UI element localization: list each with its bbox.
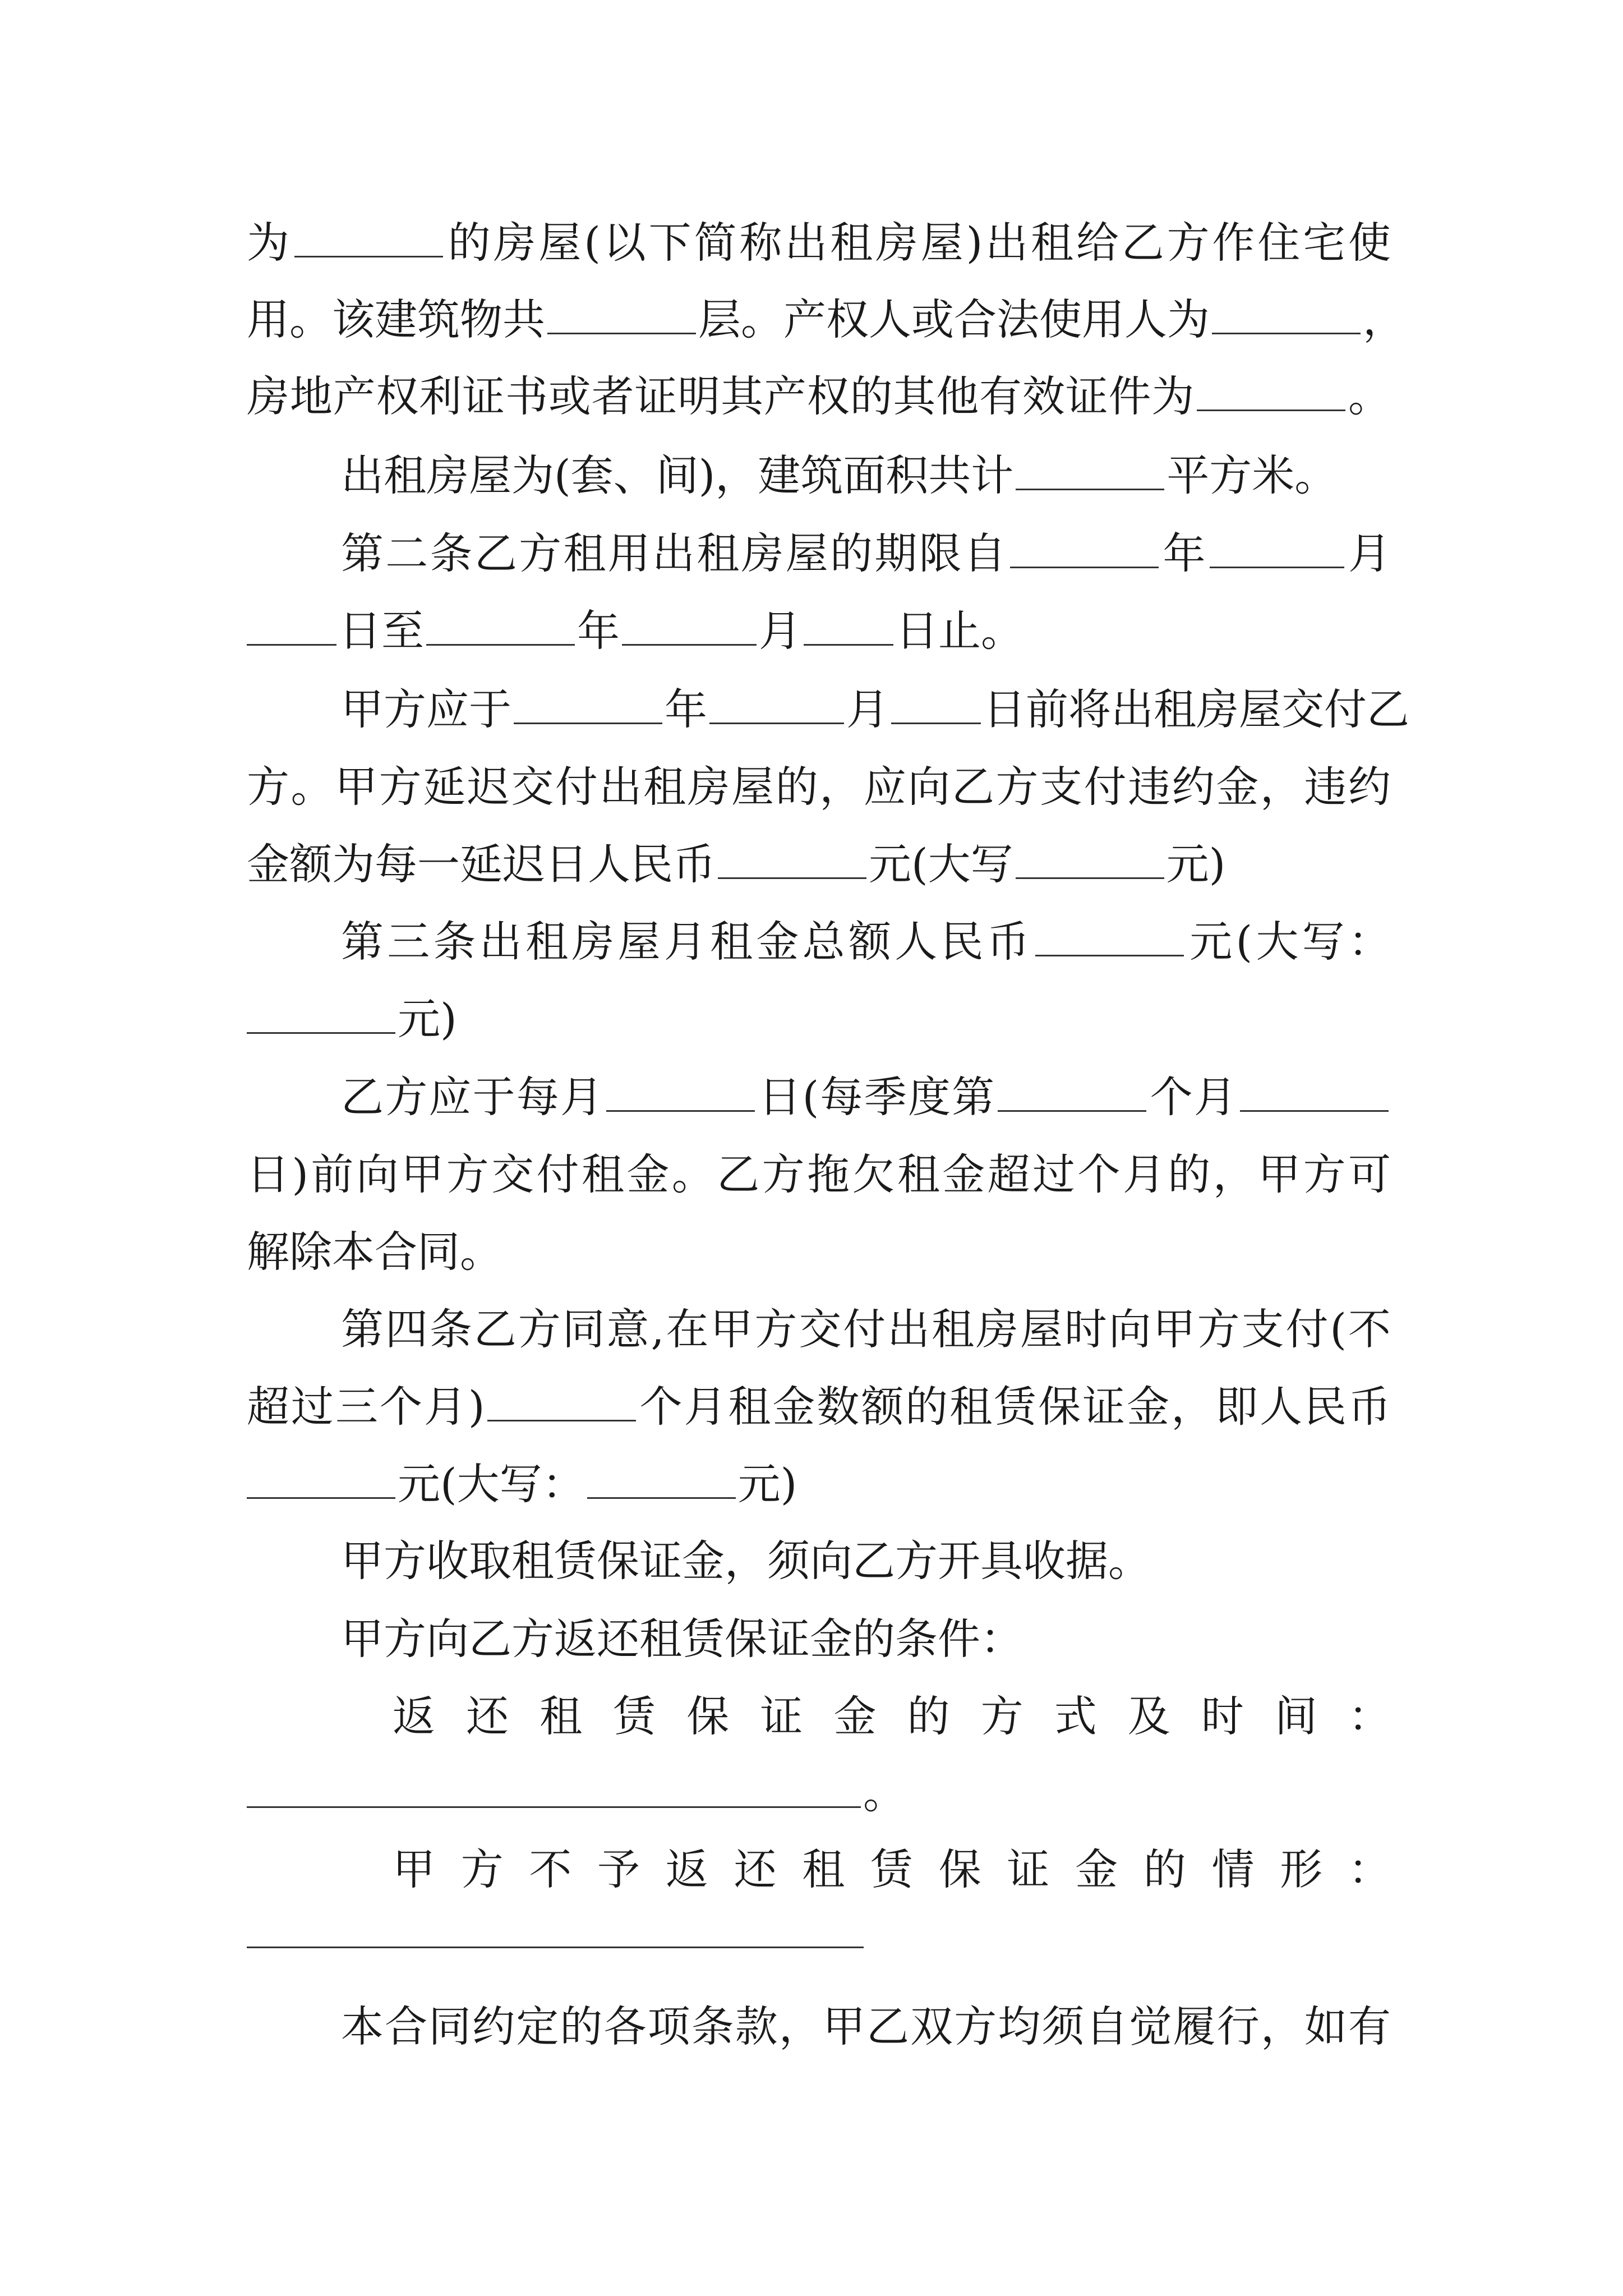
text-line — [341, 668, 1409, 752]
text-segment: 年 — [665, 684, 707, 734]
fill-blank[interactable] — [247, 1947, 864, 1948]
text-segment: 层。产权人或合法使用人为 — [698, 295, 1210, 344]
text-line — [341, 1597, 1391, 1681]
text-line — [247, 1133, 1391, 1217]
fill-blank[interactable] — [804, 607, 893, 646]
fill-blank[interactable] — [487, 1383, 636, 1421]
text-line — [247, 1751, 1391, 1835]
text-segment: 个月租金数额的租赁保证金，即人民币 — [638, 1382, 1391, 1432]
text-line — [393, 1828, 1391, 1912]
text-segment: 日(每季度第 — [757, 1072, 996, 1122]
fill-blank[interactable] — [998, 1073, 1146, 1112]
text-line — [247, 201, 1391, 285]
text-segment: 第二条乙方租用出租房屋的期限自 — [341, 528, 1008, 578]
text-segment: 元) — [1166, 839, 1226, 889]
text-segment: 解除本合同。 — [247, 1227, 502, 1277]
text-segment: 房地产权利证书或者证明其产权的其他有效证件为 — [247, 371, 1195, 421]
text-segment: 。 — [1348, 371, 1391, 421]
fill-blank[interactable] — [247, 607, 336, 646]
text-segment: 日至 — [339, 606, 424, 656]
text-segment: 超过三个月) — [247, 1382, 485, 1432]
text-segment: ， — [1363, 295, 1405, 344]
text-segment: 元(大写 — [869, 839, 1013, 889]
text-line — [247, 745, 1391, 829]
text-segment: 第四条乙方同意,在甲方交付出租房屋时向甲方支付(不 — [341, 1304, 1391, 1354]
text-segment: 为 — [247, 218, 292, 268]
text-line — [341, 512, 1391, 596]
text-segment: 日前将出租房屋交付乙 — [983, 684, 1409, 734]
fill-blank[interactable] — [587, 1460, 736, 1499]
fill-blank[interactable] — [247, 995, 395, 1034]
fill-blank[interactable] — [1016, 452, 1164, 490]
fill-blank[interactable] — [247, 1769, 861, 1808]
text-segment: 年 — [577, 606, 620, 656]
text-segment: 甲方应于 — [341, 684, 511, 734]
fill-blank[interactable] — [718, 840, 866, 879]
text-segment: 方。甲方延迟交付出租房屋的，应向乙方支付违约金，违约 — [247, 762, 1391, 812]
text-line — [247, 822, 1391, 907]
fill-blank[interactable] — [709, 685, 844, 724]
text-segment: 月 — [1346, 528, 1391, 578]
text-segment: 甲方向乙方返还租赁保证金的条件： — [341, 1614, 1023, 1664]
text-segment: 本合同约定的各项条款，甲乙双方均须自觉履行，如有 — [341, 2001, 1391, 2051]
text-line — [341, 434, 1391, 518]
text-segment: 平方米。 — [1166, 450, 1338, 500]
text-segment: 的房屋(以下简称出租房屋)出租给乙方作住宅使 — [445, 218, 1391, 268]
fill-blank[interactable] — [1210, 530, 1344, 568]
text-segment: 用。该建筑物共 — [247, 295, 545, 344]
text-segment: 元) — [737, 1459, 797, 1509]
text-segment: 第三条出租房屋月租金总额人民币 — [341, 917, 1034, 967]
text-segment: 个月 — [1149, 1072, 1238, 1122]
text-line — [341, 1055, 1391, 1139]
fill-blank[interactable] — [1240, 1073, 1389, 1112]
text-line — [247, 589, 1391, 673]
text-segment: 月 — [846, 684, 889, 734]
fill-blank[interactable] — [547, 296, 696, 334]
text-segment: 元(大写： — [1186, 917, 1391, 967]
text-segment: 甲方收取租赁保证金，须向乙方开具收据。 — [341, 1536, 1151, 1586]
text-segment: 日止。 — [896, 606, 1023, 656]
fill-blank[interactable] — [891, 685, 981, 724]
fill-blank[interactable] — [426, 607, 575, 646]
text-line — [393, 1674, 1391, 1759]
fill-blank[interactable] — [606, 1073, 755, 1112]
fill-blank[interactable] — [1212, 296, 1361, 334]
text-line — [247, 1210, 1391, 1294]
text-segment: 元(大写： — [398, 1459, 585, 1509]
fill-blank[interactable] — [247, 1460, 395, 1499]
text-line — [247, 355, 1391, 439]
text-segment: 乙方应于每月 — [341, 1072, 605, 1122]
text-segment: 元) — [398, 994, 457, 1044]
text-segment: 月 — [759, 606, 801, 656]
text-line — [247, 977, 1391, 1061]
fill-blank[interactable] — [1016, 840, 1164, 879]
fill-blank[interactable] — [1010, 530, 1159, 568]
fill-blank[interactable] — [1197, 372, 1345, 411]
text-line — [341, 900, 1391, 984]
text-line — [341, 1985, 1391, 2069]
text-line — [341, 1519, 1391, 1603]
text-segment: 年 — [1161, 528, 1207, 578]
fill-blank[interactable] — [622, 607, 757, 646]
fill-blank[interactable] — [1035, 918, 1184, 956]
fill-blank[interactable] — [514, 685, 662, 724]
text-line — [247, 1365, 1391, 1449]
text-segment: 金额为每一延迟日人民币 — [247, 839, 716, 889]
text-segment: 日)前向甲方交付租金。乙方拖欠租金超过个月的，甲方可 — [247, 1149, 1391, 1199]
text-segment: 返还租赁保证金的方式及时间： — [393, 1691, 1391, 1741]
text-segment: 。 — [863, 1768, 906, 1818]
text-segment: 甲方不予返还租赁保证金的情形： — [393, 1844, 1391, 1894]
text-segment: 出租房屋为(套、间)，建筑面积共计 — [341, 450, 1014, 500]
text-line — [247, 278, 1405, 362]
text-line — [341, 1287, 1391, 1372]
text-line — [247, 1442, 1391, 1526]
fill-blank[interactable] — [294, 219, 443, 257]
